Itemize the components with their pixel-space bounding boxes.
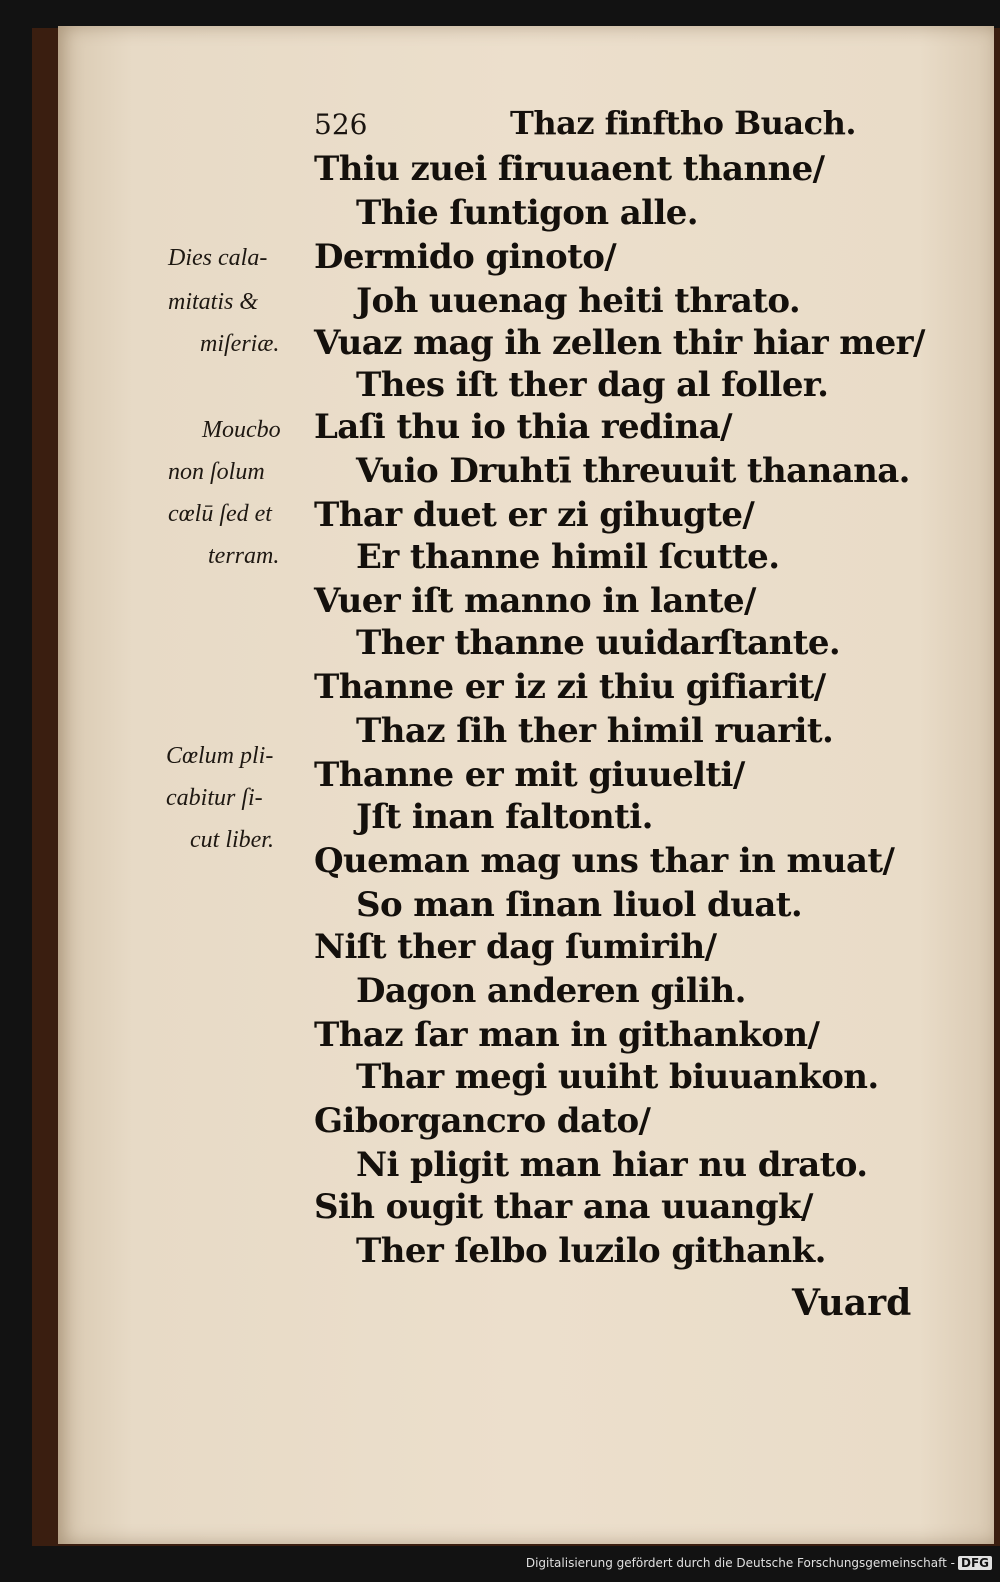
verse-line: Jſt inan faltonti. — [356, 797, 653, 837]
verse-line: Laſi thu io thia redina/ — [314, 407, 732, 447]
verse-line: Er thanne himil ſcutte. — [356, 537, 780, 577]
verse-line: Sih ougit thar ana uuangk/ — [314, 1187, 813, 1227]
verse-line: Dermido ginoto/ — [314, 237, 617, 277]
verse-line: Thar megi uuiht biuuankon. — [356, 1057, 879, 1097]
verse-line: Thie ſuntigon alle. — [356, 193, 699, 233]
margin-gloss: Cœlum pli- — [166, 743, 274, 769]
verse-line: Ni pligit man hiar nu drato. — [356, 1145, 868, 1185]
verse-line: Joh uuenag heiti thrato. — [356, 281, 801, 321]
margin-gloss: cut liber. — [190, 827, 274, 853]
verse-line: Ther thanne uuidarſtante. — [356, 623, 841, 663]
margin-gloss: Dies cala- — [168, 245, 268, 271]
verse-line: Thanne er iz zi thiu gifiarit/ — [314, 667, 826, 707]
verse-line: Vuio Druhtī threuuit thanana. — [356, 451, 910, 491]
verse-line: Giborgancro dato/ — [314, 1101, 651, 1141]
verse-line: Thaz ſih ther himil ruarit. — [356, 711, 834, 751]
margin-gloss: non ſolum — [168, 459, 265, 485]
verse-line: Thaz ſar man in githankon/ — [314, 1015, 820, 1055]
digitization-credit — [526, 1556, 992, 1570]
verse-line: So man ſinan liuol duat. — [356, 885, 803, 925]
margin-gloss: Moucbo — [202, 417, 281, 443]
verse-line: Thar duet er zi gihugte/ — [314, 495, 755, 535]
verse-line: Ther ſelbo luzilo githank. — [356, 1231, 826, 1271]
margin-gloss: cabitur ſi- — [166, 785, 263, 811]
credit-text: Digitalisierung gefördert durch die Deutsche Forschungsgemeinschaft - — [525, 1556, 955, 1570]
verse-line: Thes iſt ther dag al foller. — [356, 365, 829, 405]
verse-line: Vuer iſt manno in lante/ — [314, 581, 756, 621]
verse-line: Queman mag uns thar in muat/ — [314, 841, 895, 881]
verse-line: Niſt ther dag ſumirih/ — [314, 927, 717, 967]
dfg-logo: DFG — [958, 1556, 992, 1570]
margin-gloss: cœlū ſed et — [168, 501, 272, 527]
page-number: 526 — [314, 108, 368, 141]
margin-gloss: miſeriæ. — [200, 331, 280, 357]
margin-gloss: mitatis & — [168, 289, 259, 315]
catchword: Vuard — [792, 1282, 912, 1324]
verse-line: Vuaz mag ih zellen thir hiar mer/ — [314, 323, 925, 363]
verse-line: Thanne er mit giuuelti/ — [314, 755, 745, 795]
verse-line: Thiu zuei firuuaent thanne/ — [314, 149, 825, 189]
margin-gloss: terram. — [208, 543, 280, 569]
running-title: Thaz finftho Buach. — [510, 104, 857, 142]
verse-line: Dagon anderen gilih. — [356, 971, 746, 1011]
